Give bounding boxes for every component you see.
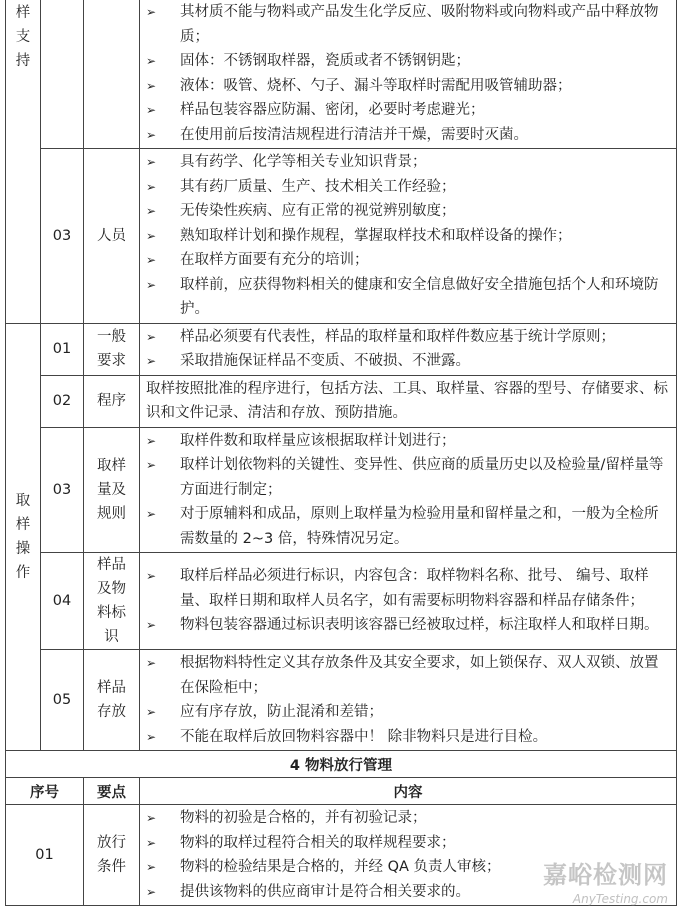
row-number: 05 (41, 650, 84, 751)
sop-table (5, 0, 677, 906)
row-number: 02 (41, 375, 84, 427)
content-cell (140, 427, 677, 553)
list-item: ➢ 物料包装容器通过标识表明该容器已经被取过样，标注取样人和取样日期。 (146, 613, 670, 638)
list-item: ➢ 在使用前后按清洁规程进行清洁并干燥，需要时灭菌。 (146, 123, 670, 148)
list-item: ➢ 根据物料特性定义其存放条件及其安全要求，如上锁保存、双人双锁、放置在保险柜中； (146, 651, 670, 700)
content-cell (140, 650, 677, 751)
row-point: 程序 (84, 375, 140, 427)
category-cell (6, 0, 41, 323)
row-point: 人员 (84, 149, 140, 324)
paragraph: 取样按照批准的程序进行，包括方法、工具、取样量、容器的型号、存储要求、标识和文件记录、清洁和存放、预防措施。 (146, 380, 668, 421)
list-item: ➢ 取样后样品必须进行标识，内容包含：取样物料名称、批号、 编号、取样量、取样日期和取样人员名字，如有需要标明物料容器和样品存储条件； (146, 564, 670, 613)
content-cell (140, 149, 677, 324)
table-row (6, 650, 677, 751)
list-item: ➢ 熟知取样计划和操作规程，掌握取样技术和取样设备的操作； (146, 224, 670, 249)
content-cell (140, 0, 677, 149)
list-item: ➢ 对于原辅料和成品，原则上取样量为检验用量和留样量之和，一般为全检所需数量的 2~3 倍，特殊情况另定。 (146, 502, 670, 551)
section-title-row (6, 751, 677, 778)
table-row (6, 323, 677, 375)
list-item: ➢ 在取样方面要有充分的培训； (146, 248, 670, 273)
row-point: 一般要求 (97, 329, 126, 369)
column-header: 内容 (140, 778, 677, 805)
table-row (6, 553, 677, 650)
list-item: ➢ 物料的初验是合格的，并有初验记录； (146, 806, 670, 831)
table-row (6, 427, 677, 553)
row-number: 04 (41, 553, 84, 650)
list-item: ➢ 液体：吸管、烧杯、勺子、漏斗等取样时需配用吸管辅助器； (146, 74, 670, 99)
list-item: ➢ 物料的检验结果是合格的，并经 QA 负责人审核； (146, 855, 670, 880)
row-point: 放行条件 (97, 835, 126, 875)
row-point: 取样量及规则 (97, 457, 126, 522)
content-cell (140, 553, 677, 650)
category-label: 样支持 (15, 5, 31, 69)
list-item: ➢ 其有药厂质量、生产、技术相关工作经验； (146, 175, 670, 200)
watermark-cn: 嘉峪检测网 (543, 861, 668, 889)
list-item: ➢ 应有序存放，防止混淆和差错； (146, 700, 670, 725)
content-cell (140, 323, 677, 375)
column-header: 序号 (6, 778, 84, 805)
list-item: ➢ 采取措施保证样品不变质、不破损、不泄露。 (146, 349, 670, 374)
list-item: ➢ 固体：不锈钢取样器，瓷质或者不锈钢钥匙； (146, 49, 670, 74)
list-item: ➢ 取样前，应获得物料相关的健康和安全信息做好安全措施包括个人和环境防护。 (146, 273, 670, 322)
list-item: ➢ 取样件数和取样量应该根据取样计划进行； (146, 429, 670, 454)
list-item: ➢ 不能在取样后放回物料容器中！ 除非物料只是进行目检。 (146, 725, 670, 750)
list-item: ➢ 取样计划依物料的关键性、变异性、供应商的质量历史以及检验量/留样量等方面进行制定； (146, 453, 670, 502)
section-title: 4 物料放行管理 (6, 751, 677, 778)
list-item: ➢ 无传染性疾病、应有正常的视觉辨别敏度； (146, 199, 670, 224)
watermark-en: AnyTesting.com (572, 892, 668, 906)
list-item: ➢ 其材质不能与物料或产品发生化学反应、吸附物料或向物料或产品中释放物质； (146, 0, 670, 49)
content-cell (140, 375, 677, 427)
row-point: 样品存放 (97, 680, 126, 720)
list-item: ➢ 样品必须要有代表性，样品的取样量和取样件数应基于统计学原则； (146, 325, 670, 350)
table-row (6, 375, 677, 427)
table-row (6, 0, 677, 149)
category-cell (6, 323, 41, 751)
table-row (6, 149, 677, 324)
list-item: ➢ 提供该物料的供应商审计是符合相关要求的。 (146, 880, 670, 905)
header-row (6, 778, 677, 805)
list-item: ➢ 具有药学、化学等相关专业知识背景； (146, 150, 670, 175)
row-number: 01 (6, 805, 84, 906)
row-point: 样品及物料标识 (97, 557, 126, 645)
row-number: 03 (41, 149, 84, 324)
column-header: 要点 (84, 778, 140, 805)
row-number: 03 (41, 427, 84, 553)
category-label: 取样操作 (15, 492, 31, 581)
list-item: ➢ 样品包装容器应防漏、密闭，必要时考虑避光； (146, 98, 670, 123)
row-number: 01 (41, 323, 84, 375)
list-item: ➢ 物料的取样过程符合相关的取样规程要求； (146, 831, 670, 856)
